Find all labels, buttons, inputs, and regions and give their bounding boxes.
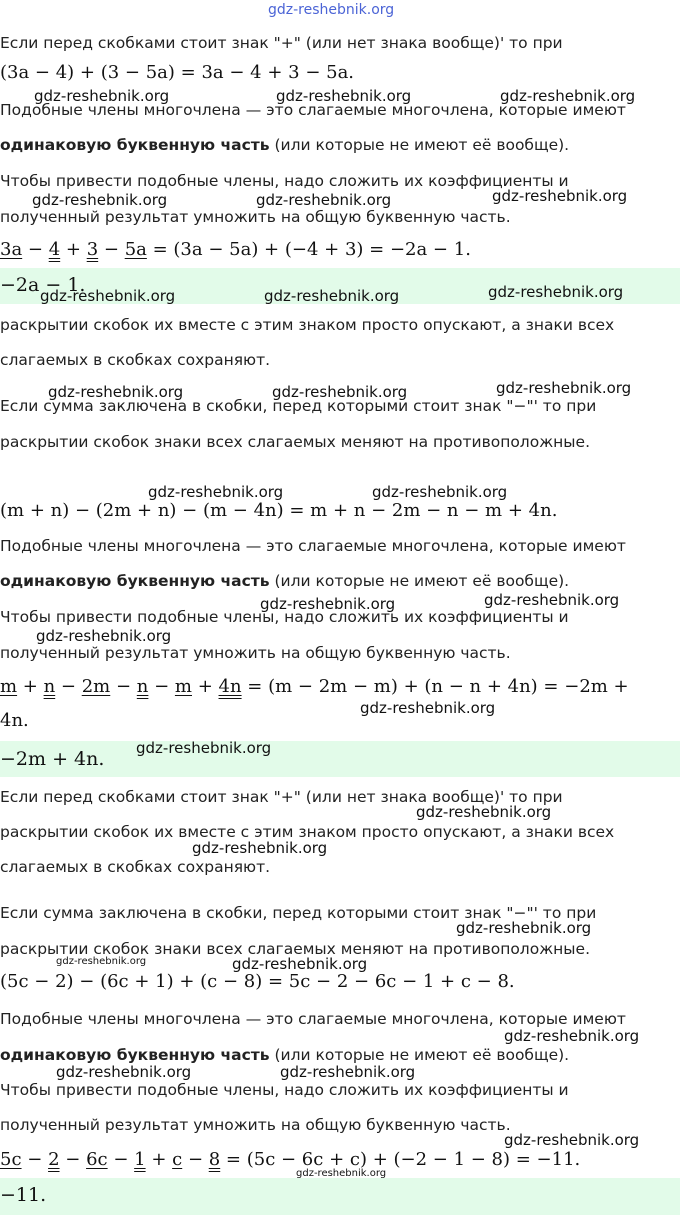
like-terms-rest: (или которые не имеют её вообще). <box>269 136 570 154</box>
op: − <box>59 1149 87 1170</box>
term: m <box>0 676 18 697</box>
like-terms-rest: (или которые не имеют её вообще). <box>269 1046 570 1064</box>
grouping-tail: = (m − 2m − m) + (n − n + 4n) = −2m + <box>241 676 629 697</box>
watermark: gdz-reshebnik.org <box>32 191 168 209</box>
watermark: gdz-reshebnik.org <box>504 1131 640 1149</box>
watermark: gdz-reshebnik.org <box>56 956 147 967</box>
like-terms-bold: одинаковую буквенную часть <box>0 1046 270 1064</box>
watermark: gdz-reshebnik.org <box>500 87 636 105</box>
combine-rule-line1: Чтобы привести подобные члены, надо сложить их коэффициенты и <box>0 172 569 190</box>
problem3-answer: −11. <box>0 1184 47 1206</box>
watermark: gdz-reshebnik.org <box>488 283 624 301</box>
header-watermark: gdz-reshebnik.org <box>268 2 395 18</box>
rule-minus-line2: раскрытии скобок знаки всех слагаемых меняют на противоположные. <box>0 940 590 958</box>
term: 1 <box>134 1149 146 1170</box>
watermark: gdz-reshebnik.org <box>232 955 368 973</box>
op: − <box>22 239 49 260</box>
op: − <box>148 676 175 697</box>
rule-minus-line1: Если сумма заключена в скобки, перед которыми стоит знак "−"' то при <box>0 397 597 415</box>
like-terms-definition-cont <box>0 1046 569 1064</box>
like-terms-bold: одинаковую буквенную часть <box>0 136 270 154</box>
term: c <box>172 1149 183 1170</box>
term: 4 <box>48 239 61 260</box>
grouping-tail: = (5c − 6c + c) + (−2 − 1 − 8) = −11. <box>220 1149 581 1170</box>
combine-rule-line2: полученный результат умножить на общую буквенную часть. <box>0 644 511 662</box>
watermark: gdz-reshebnik.org <box>48 383 184 401</box>
term: 3a <box>0 239 23 260</box>
problem2-grouping <box>0 676 629 697</box>
term: n <box>43 676 56 697</box>
watermark: gdz-reshebnik.org <box>34 87 170 105</box>
rule-plus-line2: раскрытии скобок их вместе с этим знаком просто опускают, а знаки всех <box>0 823 615 841</box>
watermark: gdz-reshebnik.org <box>192 839 328 857</box>
watermark: gdz-reshebnik.org <box>280 1063 416 1081</box>
watermark: gdz-reshebnik.org <box>492 187 628 205</box>
rule-plus-line1: Если перед скобками стоит знак "+" (или нет знака вообще)' то при <box>0 34 563 52</box>
watermark: gdz-reshebnik.org <box>36 627 172 645</box>
watermark: gdz-reshebnik.org <box>360 699 496 717</box>
op: + <box>145 1149 173 1170</box>
watermark: gdz-reshebnik.org <box>260 595 396 613</box>
problem1-expression: (3a − 4) + (3 − 5a) = 3a − 4 + 3 − 5a. <box>0 62 355 83</box>
grouping-tail: = (3a − 5a) + (−4 + 3) = −2a − 1. <box>146 239 471 260</box>
watermark: gdz-reshebnik.org <box>264 287 400 305</box>
like-terms-bold: одинаковую буквенную часть <box>0 572 270 590</box>
watermark: gdz-reshebnik.org <box>484 591 620 609</box>
op: − <box>55 676 82 697</box>
term: 6c <box>86 1149 108 1170</box>
rule-plus-line1: Если перед скобками стоит знак "+" (или нет знака вообще)' то при <box>0 788 563 806</box>
op: + <box>17 676 44 697</box>
term: 2m <box>81 676 111 697</box>
watermark: gdz-reshebnik.org <box>148 483 284 501</box>
watermark: gdz-reshebnik.org <box>256 191 392 209</box>
watermark: gdz-reshebnik.org <box>456 919 592 937</box>
term: 5a <box>124 239 147 260</box>
watermark: gdz-reshebnik.org <box>504 1027 640 1045</box>
term: n <box>136 676 149 697</box>
like-terms-definition: Подобные члены многочлена — это слагаемые многочлена, которые имеют <box>0 101 626 119</box>
op: + <box>60 239 87 260</box>
problem1-grouping <box>0 239 471 260</box>
answer-band <box>0 1178 680 1215</box>
combine-rule-line1: Чтобы привести подобные члены, надо сложить их коэффициенты и <box>0 608 569 626</box>
problem2-answer: −2m + 4n. <box>0 748 105 770</box>
like-terms-definition-cont <box>0 136 569 154</box>
problem1-answer: −2a − 1. <box>0 274 86 296</box>
problem2-grouping-wrap: 4n. <box>0 710 29 731</box>
combine-rule-line2: полученный результат умножить на общую буквенную часть. <box>0 208 511 226</box>
watermark: gdz-reshebnik.org <box>136 739 272 757</box>
like-terms-definition: Подобные члены многочлена — это слагаемые многочлена, которые имеют <box>0 537 626 555</box>
rule-plus-line3: слагаемых в скобках сохраняют. <box>0 858 271 876</box>
term: 4n <box>218 676 242 697</box>
watermark: gdz-reshebnik.org <box>372 483 508 501</box>
problem3-expression: (5c − 2) − (6c + 1) + (c − 8) = 5c − 2 − 6c − 1 + c − 8. <box>0 971 515 992</box>
combine-rule-line1: Чтобы привести подобные члены, надо сложить их коэффициенты и <box>0 1081 569 1099</box>
op: − <box>182 1149 209 1170</box>
problem3-grouping <box>0 1149 580 1170</box>
op: − <box>21 1149 49 1170</box>
term: m <box>174 676 192 697</box>
term: 2 <box>48 1149 60 1170</box>
combine-rule-line2: полученный результат умножить на общую буквенную часть. <box>0 1116 511 1134</box>
term: 5c <box>0 1149 22 1170</box>
op: − <box>98 239 125 260</box>
watermark: gdz-reshebnik.org <box>40 287 176 305</box>
watermark: gdz-reshebnik.org <box>296 1168 387 1179</box>
term: 8 <box>208 1149 221 1170</box>
watermark: gdz-reshebnik.org <box>416 803 552 821</box>
problem2-expression: (m + n) − (2m + n) − (m − 4n) = m + n − 2m − n − m + 4n. <box>0 500 558 521</box>
watermark: gdz-reshebnik.org <box>496 379 632 397</box>
like-terms-rest: (или которые не имеют её вообще). <box>269 572 570 590</box>
rule-minus-line1: Если сумма заключена в скобки, перед которыми стоит знак "−"' то при <box>0 904 597 922</box>
term: 3 <box>86 239 99 260</box>
rule-plus-line3: слагаемых в скобках сохраняют. <box>0 351 271 369</box>
watermark: gdz-reshebnik.org <box>276 87 412 105</box>
op: + <box>192 676 219 697</box>
rule-plus-line2: раскрытии скобок их вместе с этим знаком просто опускают, а знаки всех <box>0 316 615 334</box>
watermark: gdz-reshebnik.org <box>56 1063 192 1081</box>
op: − <box>110 676 137 697</box>
rule-minus-line2: раскрытии скобок знаки всех слагаемых меняют на противоположные. <box>0 433 590 451</box>
watermark: gdz-reshebnik.org <box>272 383 408 401</box>
like-terms-definition: Подобные члены многочлена — это слагаемые многочлена, которые имеют <box>0 1010 626 1028</box>
like-terms-definition-cont <box>0 572 569 590</box>
op: − <box>107 1149 135 1170</box>
